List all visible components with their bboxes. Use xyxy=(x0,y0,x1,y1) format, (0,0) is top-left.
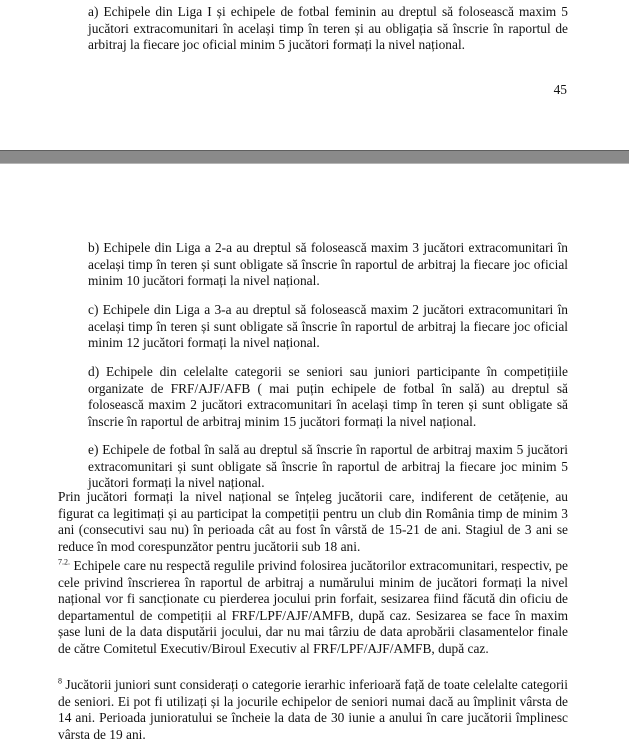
paragraph-definition: Prin jucători formați la nivel național se înțeleg jucătorii care, indiferent de cetățenie, au figurat ca legitimați și au participat la competiții pentru un club din România timp de minim 3 ani (consecutivi sau nu) în perioada cât au fost în vârstă de 15-21 de ani. Stagiul de 3 ani se reduce în mod corespunzător pentru jucătorii sub 18 ani. xyxy=(58,489,568,554)
page-bottom xyxy=(0,164,629,750)
paragraph-item-c: c) Echipele din Liga a 3-a au dreptul să folosească maxim 2 jucători extracomunitari în același timp în teren și sunt obligate să înscrie în raportul de arbitraj la fiecare joc oficial minim 12 jucători formați la nivel național. xyxy=(88,302,568,350)
paragraph-item-d: d) Echipele din celelalte categorii se seniori sau juniori participante în competițiile organizate de FRF/AJF/AFB ( mai puțin echipele de fotbal în sală) au dreptul să folosească maxim 2 jucători extracomunitari în același timp în teren și sunt obligate să înscrie în raportul de arbitraj minim 15 jucători formați la nivel național. xyxy=(88,364,568,429)
page-number: 45 xyxy=(553,82,567,97)
article-7-2-text: Echipele care nu respectă regulile privind folosirea jucătorilor extracomunitari, respectiv, pe cele privind înscrierea în raportul de arbitraj a numărului minim de jucători formați la nivel național vor fi sancționate cu pierderea jocului prin forfait, sesizarea fiind făcută din oficiu de departamentul de competiții al FRF/LPF/AJF/AMFB, după caz. Sesizarea se face în maxim șase luni de la data disputării jocului, dar nu mai târziu de data aprobării clasamentelor finale de către Comitetul Executiv/Biroul Executiv al FRF/LPF/AJF/AMFB, după caz. xyxy=(58,558,568,656)
paragraph-article-7-2 xyxy=(58,558,568,657)
paragraph-item-e: e) Echipele de fotbal în sală au dreptul să înscrie în raportul de arbitraj maxim 5 jucători extracomunitari și sunt obligate să înscrie în raportul de arbitraj la fiecare joc minim 5 jucători formați la nivel național. xyxy=(88,442,568,490)
paragraph-item-b: b) Echipele din Liga a 2-a au dreptul să folosească maxim 3 jucători extracomunitari în același timp în teren și sunt obligate să înscrie în raportul de arbitraj la fiecare joc oficial minim 10 jucători formați la nivel național. xyxy=(88,240,568,288)
page-top xyxy=(0,0,629,150)
article-8-text: Jucătorii juniori sunt considerați o categorie ierarhic inferioară față de toate celelalte categorii de seniori. Ei pot fi utilizați și la jocurile echipelor de seniori numai dacă au împlinit vârsta de 14 ani. Perioada junioratului se încheie la data de 30 iunie a anului în care jucătorii împlinesc vârsta de 19 ani. xyxy=(58,677,568,742)
paragraph-article-8 xyxy=(58,677,568,743)
article-7-2-marker: 7.2. xyxy=(58,557,70,567)
page-separator xyxy=(0,150,629,164)
paragraph-item-a: a) Echipele din Liga I și echipele de fotbal feminin au dreptul să folosească maxim 5 jucători extracomunitari în același timp în teren și au obligația să înscrie în raportul de arbitraj la fiecare joc oficial minim 5 jucători formați la nivel național. xyxy=(88,4,568,52)
article-8-marker: 8 xyxy=(58,676,62,686)
